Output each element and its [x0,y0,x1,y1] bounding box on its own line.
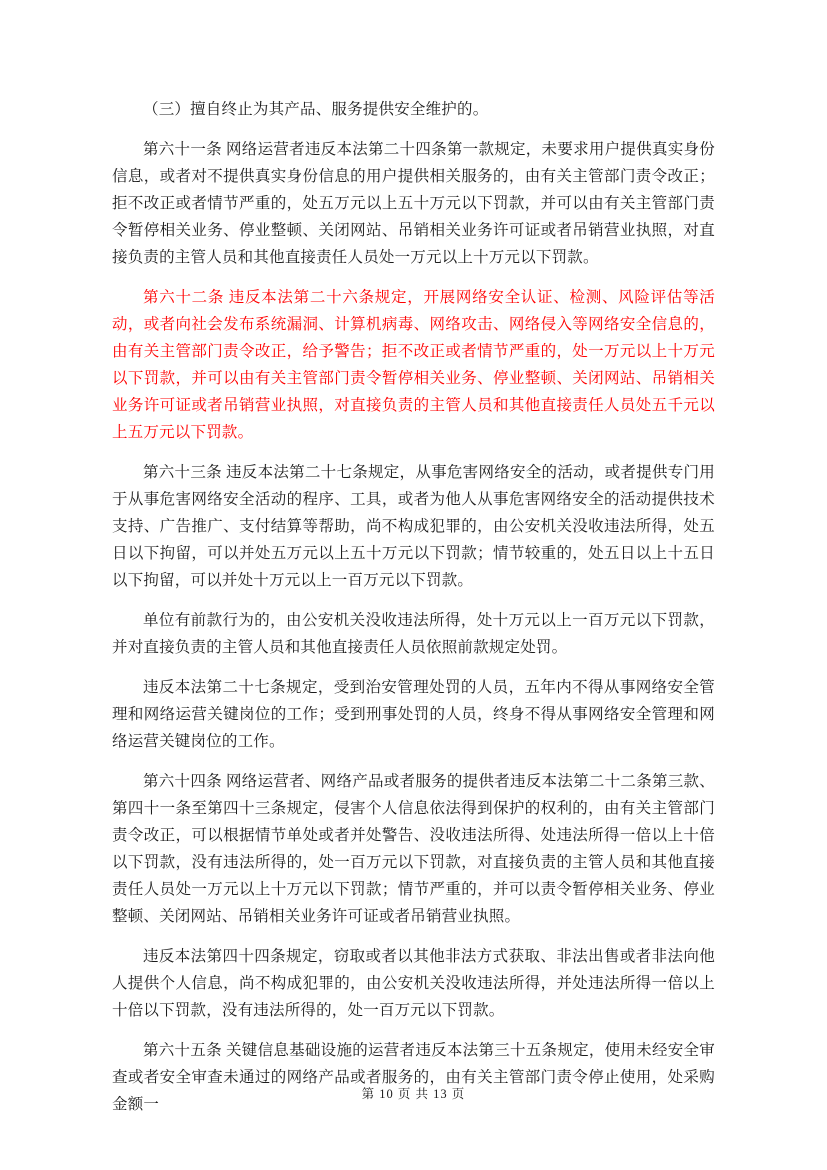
paragraph-8: 违反本法第四十四条规定，窃取或者以其他非法方式获取、非法出售或者非法向他人提供个人信息，尚不构成犯罪的，由公安机关没收违法所得，并处违法所得一倍以上十倍以下罚款，没有违法所得的，处一百万元以下罚款。 [112,948,715,1019]
paragraph-5: 单位有前款行为的，由公安机关没收违法所得，处十万元以上一百万元以下罚款，并对直接负责的主管人员和其他直接责任人员依照前款规定处罚。 [112,612,715,656]
paragraph-9: 第六十五条 关键信息基础设施的运营者违反本法第三十五条规定，使用未经安全审查或者安全审查未通过的网络产品或者服务的，由有关主管部门责令停止使用，处采购金额一 [112,1042,715,1113]
paragraph-6: 违反本法第二十七条规定，受到治安管理处罚的人员，五年内不得从事网络安全管理和网络运营关键岗位的工作；受到刑事处罚的人员，终身不得从事网络安全管理和网络运营关键岗位的工作。 [112,679,715,750]
paragraph-2: 第六十一条 网络运营者违反本法第二十四条第一款规定，未要求用户提供真实身份信息，或者对不提供真实身份信息的用户提供相关服务的，由有关主管部门责令改正；拒不改正或者情节严重的，处五万元以上五十万元以下罚款，并可以由有关主管部门责令暂停相关业务、停业整顿、关闭网站、吊销相关业务许可证或者吊销营业执照，对直接负责的主管人员和其他直接责任人员处一万元以上十万元以下罚款。 [112,141,715,266]
page-footer [0,1084,827,1102]
paragraph-3: 第六十二条 违反本法第二十六条规定，开展网络安全认证、检测、风险评估等活动，或者向社会发布系统漏洞、计算机病毒、网络攻击、网络侵入等网络安全信息的，由有关主管部门责令改正，给予警告；拒不改正或者情节严重的，处一万元以上十万元以下罚款，并可以由有关主管部门责令暂停相关业务、停业整顿、关闭网站、吊销相关业务许可证或者吊销营业执照，对直接负责的主管人员和其他直接责任人员处五千元以上五万元以下罚款。 [112,289,715,441]
document-body [112,96,715,1131]
paragraph-4: 第六十三条 违反本法第二十七条规定，从事危害网络安全的活动，或者提供专门用于从事危害网络安全活动的程序、工具，或者为他人从事危害网络安全的活动提供技术支持、广告推广、支付结算等帮助，尚不构成犯罪的，由公安机关没收违法所得，处五日以下拘留，可以并处五万元以上五十万元以下罚款；情节较重的，处五日以上十五日以下拘留，可以并处十万元以上一百万元以下罚款。 [112,464,715,589]
page-number-label: 第 10 页 共 13 页 [361,1087,466,1101]
paragraph-1: （三）擅自终止为其产品、服务提供安全维护的。 [143,101,489,118]
paragraph-7: 第六十四条 网络运营者、网络产品或者服务的提供者违反本法第二十二条第三款、第四十一条至第四十三条规定，侵害个人信息依法得到保护的权利的，由有关主管部门责令改正，可以根据情节单处或者并处警告、没收违法所得、处违法所得一倍以上十倍以下罚款，没有违法所得的，处一百万元以下罚款，对直接负责的主管人员和其他直接责任人员处一万元以上十万元以下罚款；情节严重的，并可以责令暂停相关业务、停业整顿、关闭网站、吊销相关业务许可证或者吊销营业执照。 [112,773,715,925]
